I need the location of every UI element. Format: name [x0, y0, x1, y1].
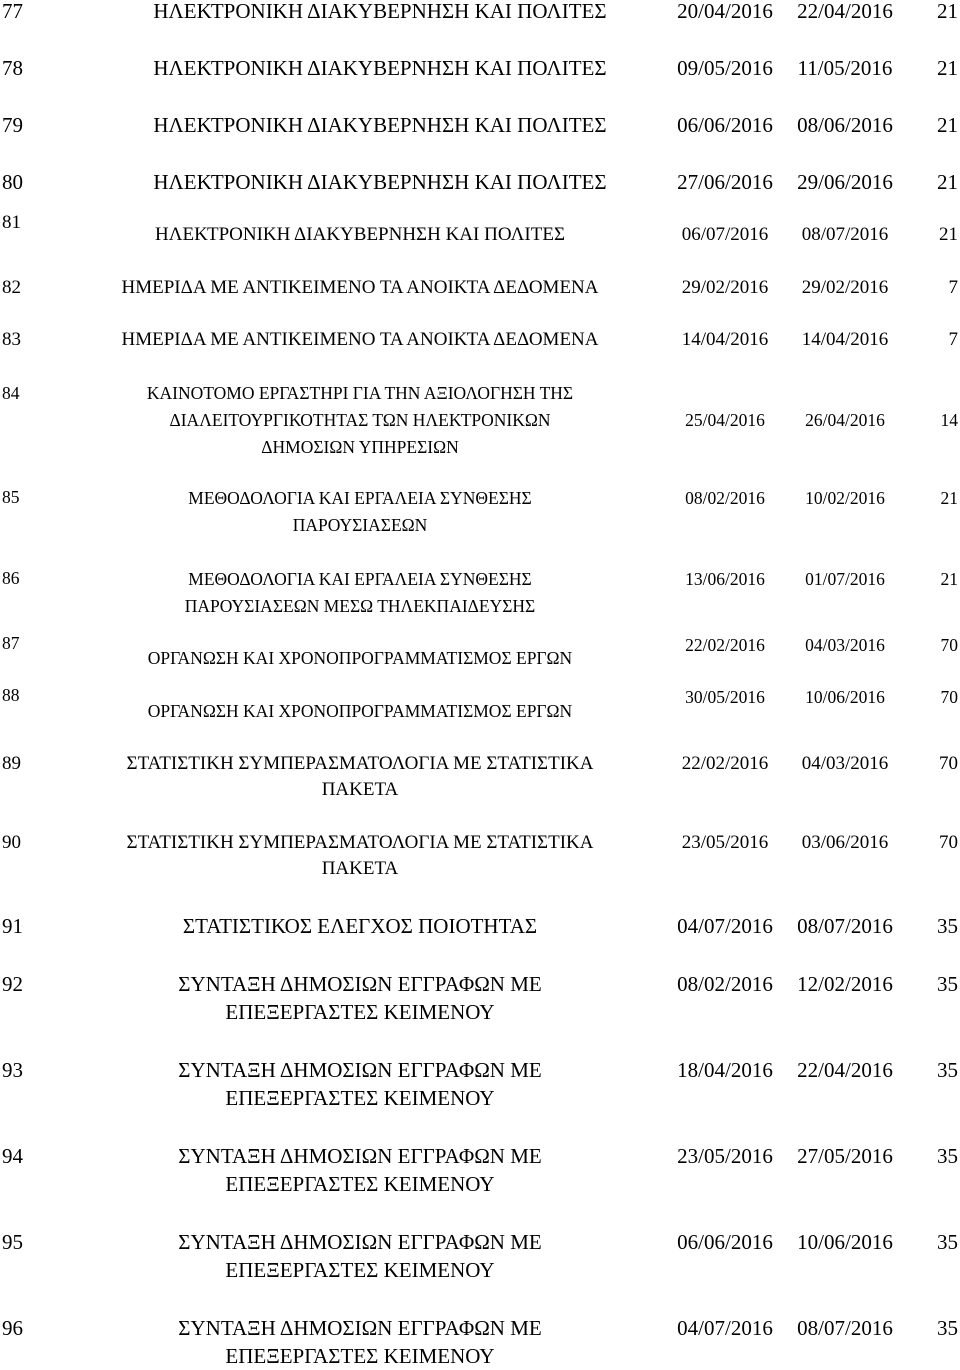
- hours: 21: [939, 224, 958, 245]
- start-date: 04/07/2016: [677, 914, 773, 938]
- course-title-line: ΕΠΕΞΕΡΓΑΣΤΕΣ ΚΕΙΜΕΝΟΥ: [225, 1344, 495, 1368]
- end-date: 12/02/2016: [797, 972, 893, 996]
- hours: 35: [937, 914, 958, 938]
- course-title: [60, 380, 660, 461]
- end-date: 22/04/2016: [797, 1058, 893, 1082]
- course-title-line: ΣΤΑΤΙΣΤΙΚΟΣ ΕΛΕΓΧΟΣ ΠΟΙΟΤΗΤΑΣ: [182, 914, 538, 938]
- end-date: 14/04/2016: [801, 329, 889, 350]
- end-date: 10/06/2016: [805, 687, 885, 707]
- hours: 35: [937, 1316, 958, 1340]
- start-date: 29/02/2016: [681, 277, 769, 298]
- start-date: 18/04/2016: [677, 1058, 773, 1082]
- end-date: 08/07/2016: [797, 1316, 893, 1340]
- course-title-line: ΠΑΚΕΤΑ: [321, 779, 399, 800]
- hours: 21: [937, 113, 958, 137]
- end-date: 10/06/2016: [797, 1230, 893, 1254]
- start-date: 06/07/2016: [681, 224, 769, 245]
- hours: 21: [937, 56, 958, 80]
- start-date: 22/02/2016: [681, 753, 769, 774]
- start-date: 25/04/2016: [685, 410, 765, 430]
- hours: 70: [940, 687, 958, 707]
- course-title-line: ΗΜΕΡΙΔΑ ΜΕ ΑΝΤΙΚΕΙΜΕΝΟ ΤΑ ΑΝΟΙΚΤΑ ΔΕΔΟΜΕΝΑ: [121, 329, 599, 350]
- course-title-line: ΗΜΕΡΙΔΑ ΜΕ ΑΝΤΙΚΕΙΜΕΝΟ ΤΑ ΑΝΟΙΚΤΑ ΔΕΔΟΜΕΝΑ: [121, 277, 599, 298]
- row-number: 94: [2, 1144, 23, 1168]
- hours: 35: [937, 972, 958, 996]
- row-number: 78: [2, 56, 23, 80]
- course-title: [70, 111, 690, 139]
- course-title-line: ΕΠΕΞΕΡΓΑΣΤΕΣ ΚΕΙΜΕΝΟΥ: [225, 1258, 495, 1282]
- row-number: 87: [2, 633, 20, 653]
- course-title-line: ΟΡΓΑΝΩΣΗ ΚΑΙ ΧΡΟΝΟΠΡΟΓΡΑΜΜΑΤΙΣΜΟΣ ΕΡΓΩΝ: [147, 701, 573, 721]
- start-date: 30/05/2016: [685, 687, 765, 707]
- hours: 7: [948, 277, 958, 298]
- start-date: 27/06/2016: [677, 170, 773, 194]
- row-number: 77: [2, 0, 23, 23]
- course-title: [60, 275, 660, 301]
- hours: 35: [937, 1230, 958, 1254]
- start-date: 20/04/2016: [677, 0, 773, 23]
- course-title-line: ΕΠΕΞΕΡΓΑΣΤΕΣ ΚΕΙΜΕΝΟΥ: [225, 1000, 495, 1024]
- start-date: 13/06/2016: [685, 569, 765, 589]
- course-title: [60, 327, 660, 353]
- start-date: 22/02/2016: [685, 635, 765, 655]
- row-number: 84: [2, 383, 20, 403]
- course-title-line: ΗΛΕΚΤΡΟΝΙΚΗ ΔΙΑΚΥΒΕΡΝΗΣΗ ΚΑΙ ΠΟΛΙΤΕΣ: [153, 0, 607, 23]
- hours: 70: [939, 753, 958, 774]
- course-title: [60, 751, 660, 803]
- course-title-line: ΣΥΝΤΑΞΗ ΔΗΜΟΣΙΩΝ ΕΓΓΡΑΦΩΝ ΜΕ: [178, 1316, 542, 1340]
- end-date: 01/07/2016: [805, 569, 885, 589]
- course-title: [60, 566, 660, 620]
- course-title: [70, 54, 690, 82]
- course-title: [70, 912, 650, 940]
- course-title-line: ΚΑΙΝΟΤΟΜΟ ΕΡΓΑΣΤΗΡΙ ΓΙΑ ΤΗΝ ΑΞΙΟΛΟΓΗΣΗ ΤΗΣ: [146, 383, 574, 403]
- end-date: 08/07/2016: [801, 224, 889, 245]
- end-date: 11/05/2016: [797, 56, 893, 80]
- course-title: [60, 485, 660, 539]
- row-number: 82: [2, 277, 21, 298]
- course-title-line: ΣΥΝΤΑΞΗ ΔΗΜΟΣΙΩΝ ΕΓΓΡΑΦΩΝ ΜΕ: [178, 1058, 542, 1082]
- end-date: 10/02/2016: [805, 488, 885, 508]
- end-date: 03/06/2016: [801, 832, 889, 853]
- course-title-line: ΔΗΜΟΣΙΩΝ ΥΠΗΡΕΣΙΩΝ: [261, 437, 459, 457]
- end-date: 26/04/2016: [805, 410, 885, 430]
- end-date: 29/02/2016: [801, 277, 889, 298]
- hours: 7: [948, 329, 958, 350]
- course-title-line: ΣΥΝΤΑΞΗ ΔΗΜΟΣΙΩΝ ΕΓΓΡΑΦΩΝ ΜΕ: [178, 1144, 542, 1168]
- hours: 14: [940, 410, 958, 430]
- hours: 70: [940, 635, 958, 655]
- course-title-line: ΗΛΕΚΤΡΟΝΙΚΗ ΔΙΑΚΥΒΕΡΝΗΣΗ ΚΑΙ ΠΟΛΙΤΕΣ: [153, 170, 607, 194]
- start-date: 08/02/2016: [685, 488, 765, 508]
- end-date: 08/07/2016: [797, 914, 893, 938]
- course-title: [70, 1056, 650, 1112]
- row-number: 95: [2, 1230, 23, 1254]
- end-date: 27/05/2016: [797, 1144, 893, 1168]
- row-number: 92: [2, 972, 23, 996]
- course-title: [70, 1314, 650, 1370]
- course-title: [60, 645, 660, 672]
- course-title-line: ΣΥΝΤΑΞΗ ΔΗΜΟΣΙΩΝ ΕΓΓΡΑΦΩΝ ΜΕ: [178, 1230, 542, 1254]
- hours: 21: [937, 170, 958, 194]
- hours: 35: [937, 1144, 958, 1168]
- end-date: 08/06/2016: [797, 113, 893, 137]
- end-date: 29/06/2016: [797, 170, 893, 194]
- course-title-line: ΔΙΑΛΕΙΤΟΥΡΓΙΚΟΤΗΤΑΣ ΤΩΝ ΗΛΕΚΤΡΟΝΙΚΩΝ: [169, 410, 551, 430]
- hours: 70: [939, 832, 958, 853]
- start-date: 09/05/2016: [677, 56, 773, 80]
- course-title-line: ΗΛΕΚΤΡΟΝΙΚΗ ΔΙΑΚΥΒΕΡΝΗΣΗ ΚΑΙ ΠΟΛΙΤΕΣ: [154, 224, 566, 245]
- course-title: [70, 970, 650, 1026]
- row-number: 89: [2, 753, 21, 774]
- row-number: 80: [2, 170, 23, 194]
- start-date: 08/02/2016: [677, 972, 773, 996]
- hours: 21: [937, 0, 958, 23]
- course-title: [60, 830, 660, 882]
- course-title: [60, 222, 660, 248]
- course-title: [60, 698, 660, 725]
- row-number: 81: [2, 212, 21, 233]
- hours: 21: [940, 569, 958, 589]
- row-number: 88: [2, 685, 20, 705]
- course-title: [70, 1142, 650, 1198]
- start-date: 04/07/2016: [677, 1316, 773, 1340]
- start-date: 06/06/2016: [677, 1230, 773, 1254]
- row-number: 93: [2, 1058, 23, 1082]
- row-number: 86: [2, 568, 20, 588]
- row-number: 90: [2, 832, 21, 853]
- course-title-line: ΜΕΘΟΔΟΛΟΓΙΑ ΚΑΙ ΕΡΓΑΛΕΙΑ ΣΥΝΘΕΣΗΣ: [188, 569, 532, 589]
- course-title-line: ΗΛΕΚΤΡΟΝΙΚΗ ΔΙΑΚΥΒΕΡΝΗΣΗ ΚΑΙ ΠΟΛΙΤΕΣ: [153, 56, 607, 80]
- course-title-line: ΣΤΑΤΙΣΤΙΚΗ ΣΥΜΠΕΡΑΣΜΑΤΟΛΟΓΙΑ ΜΕ ΣΤΑΤΙΣΤΙΚΑ: [126, 832, 594, 853]
- course-title-line: ΠΑΚΕΤΑ: [321, 858, 399, 879]
- course-title: [70, 0, 690, 25]
- course-title: [70, 168, 690, 196]
- row-number: 91: [2, 914, 23, 938]
- course-title: [70, 1228, 650, 1284]
- course-title-line: ΣΥΝΤΑΞΗ ΔΗΜΟΣΙΩΝ ΕΓΓΡΑΦΩΝ ΜΕ: [178, 972, 542, 996]
- course-title-line: ΕΠΕΞΕΡΓΑΣΤΕΣ ΚΕΙΜΕΝΟΥ: [225, 1086, 495, 1110]
- hours: 21: [940, 488, 958, 508]
- course-title-line: ΕΠΕΞΕΡΓΑΣΤΕΣ ΚΕΙΜΕΝΟΥ: [225, 1172, 495, 1196]
- start-date: 06/06/2016: [677, 113, 773, 137]
- course-title-line: ΣΤΑΤΙΣΤΙΚΗ ΣΥΜΠΕΡΑΣΜΑΤΟΛΟΓΙΑ ΜΕ ΣΤΑΤΙΣΤΙΚΑ: [126, 753, 594, 774]
- end-date: 22/04/2016: [797, 0, 893, 23]
- row-number: 96: [2, 1316, 23, 1340]
- row-number: 83: [2, 329, 21, 350]
- end-date: 04/03/2016: [805, 635, 885, 655]
- row-number: 85: [2, 487, 20, 507]
- row-number: 79: [2, 113, 23, 137]
- course-title-line: ΠΑΡΟΥΣΙΑΣΕΩΝ ΜΕΣΩ ΤΗΛΕΚΠΑΙΔΕΥΣΗΣ: [184, 596, 536, 616]
- start-date: 23/05/2016: [681, 832, 769, 853]
- course-title-line: ΗΛΕΚΤΡΟΝΙΚΗ ΔΙΑΚΥΒΕΡΝΗΣΗ ΚΑΙ ΠΟΛΙΤΕΣ: [153, 113, 607, 137]
- hours: 35: [937, 1058, 958, 1082]
- course-title-line: ΜΕΘΟΔΟΛΟΓΙΑ ΚΑΙ ΕΡΓΑΛΕΙΑ ΣΥΝΘΕΣΗΣ: [188, 488, 532, 508]
- end-date: 04/03/2016: [801, 753, 889, 774]
- start-date: 23/05/2016: [677, 1144, 773, 1168]
- start-date: 14/04/2016: [681, 329, 769, 350]
- course-title-line: ΠΑΡΟΥΣΙΑΣΕΩΝ: [292, 515, 428, 535]
- course-title-line: ΟΡΓΑΝΩΣΗ ΚΑΙ ΧΡΟΝΟΠΡΟΓΡΑΜΜΑΤΙΣΜΟΣ ΕΡΓΩΝ: [147, 648, 573, 668]
